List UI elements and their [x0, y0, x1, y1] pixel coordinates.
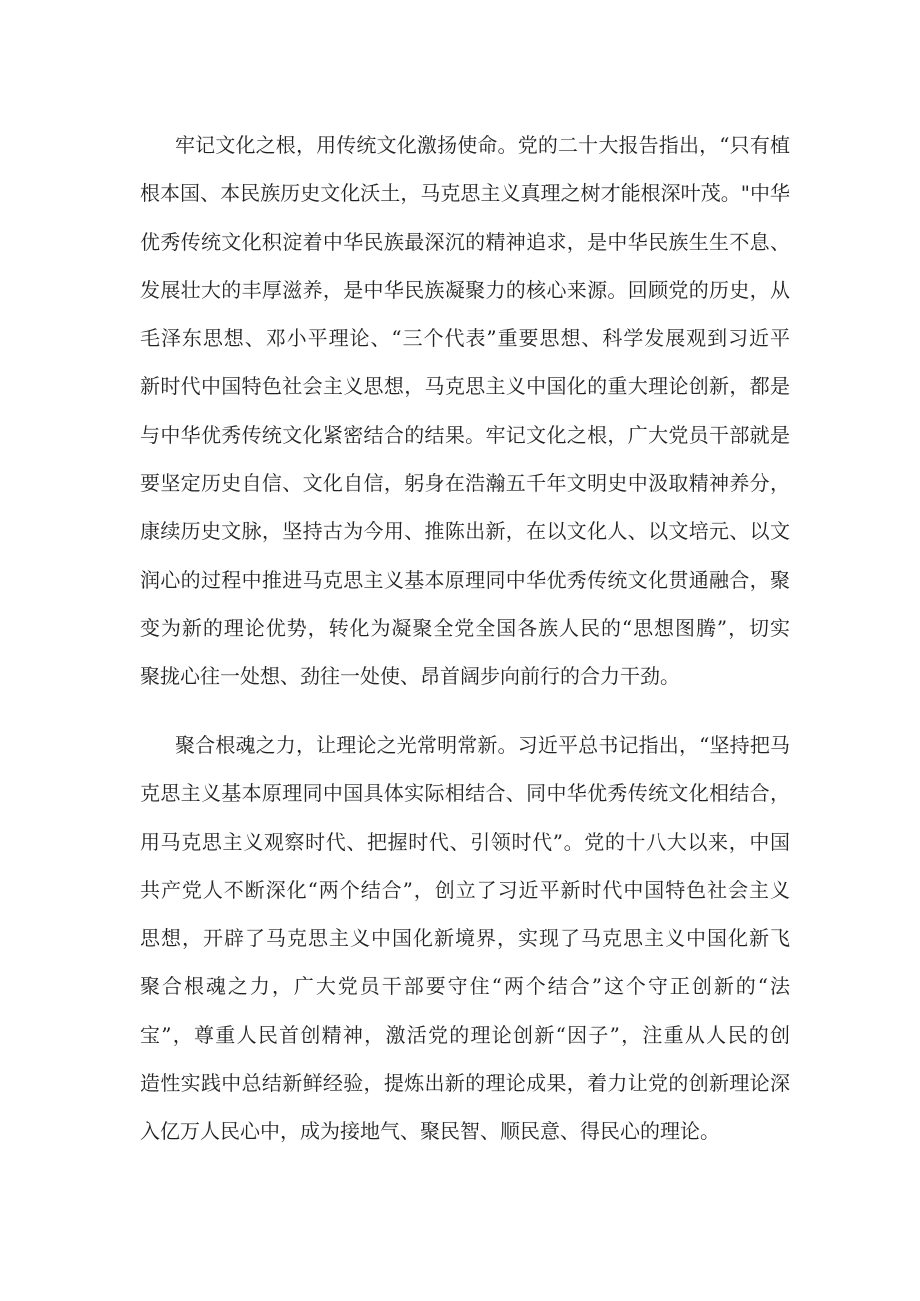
text-line: 毛泽东思想、邓小平理论、“三个代表”重要思想、科学发展观到习近平 — [140, 326, 790, 351]
text-line: 根本国、本民族历史文化沃土，马克思主义真理之树才能根深叶茂。"中华 — [140, 181, 790, 206]
text-line: 聚合根魂之力，让理论之光常明常新。习近平总书记指出，“坚持把马 — [175, 733, 790, 757]
text-line: 聚合根魂之力，广大党员干部要守住“两个结合”这个守正创新的“法 — [140, 974, 790, 999]
paragraph-1 — [140, 121, 790, 701]
text-line: 共产党人不断深化“两个结合”，创立了习近平新时代中国特色社会主义 — [140, 877, 790, 902]
text-line: 与中华优秀传统文化紧密结合的结果。牢记文化之根，广大党员干部就是 — [140, 422, 790, 447]
text-line: 入亿万人民心中，成为接地气、聚民智、顺民意、得民心的理论。 — [140, 1119, 720, 1144]
text-line: 思想，开辟了马克思主义中国化新境界，实现了马克思主义中国化新飞 — [140, 926, 790, 951]
text-line: 康续历史文脉，坚持古为今用、推陈出新，在以文化人、以文培元、以文 — [140, 519, 790, 544]
text-line: 发展壮大的丰厚滋养，是中华民族凝聚力的核心来源。回顾党的历史，从 — [140, 277, 790, 302]
text-line: 优秀传统文化积淀着中华民族最深沉的精神追求，是中华民族生生不息、 — [140, 229, 790, 254]
text-line: 变为新的理论优势，转化为凝聚全党全国各族人民的“思想图腾”，切实 — [140, 615, 790, 640]
text-line: 润心的过程中推进马克思主义基本原理同中华优秀传统文化贯通融合，聚 — [140, 567, 790, 592]
text-line: 聚拢心往一处想、劲往一处使、昂首阔步向前行的合力干劲。 — [140, 664, 680, 689]
text-line: 牢记文化之根，用传统文化激扬使命。党的二十大报告指出，“只有植 — [175, 133, 790, 157]
paragraph-2 — [140, 721, 790, 1156]
text-line: 新时代中国特色社会主义思想，马克思主义中国化的重大理论创新，都是 — [140, 374, 790, 399]
text-line: 要坚定历史自信、文化自信，躬身在浩瀚五千年文明史中汲取精神养分， — [140, 471, 790, 496]
text-line: 用马克思主义观察时代、把握时代、引领时代”。党的十八大以来，中国 — [140, 829, 790, 854]
text-line: 克思主义基本原理同中国具体实际相结合、同中华优秀传统文化相结合， — [140, 781, 790, 806]
text-line: 造性实践中总结新鲜经验，提炼出新的理论成果，着力让党的创新理论深 — [140, 1071, 790, 1096]
text-line: 宝”，尊重人民首创精神，激活党的理论创新“因子”，注重从人民的创 — [140, 1022, 790, 1047]
